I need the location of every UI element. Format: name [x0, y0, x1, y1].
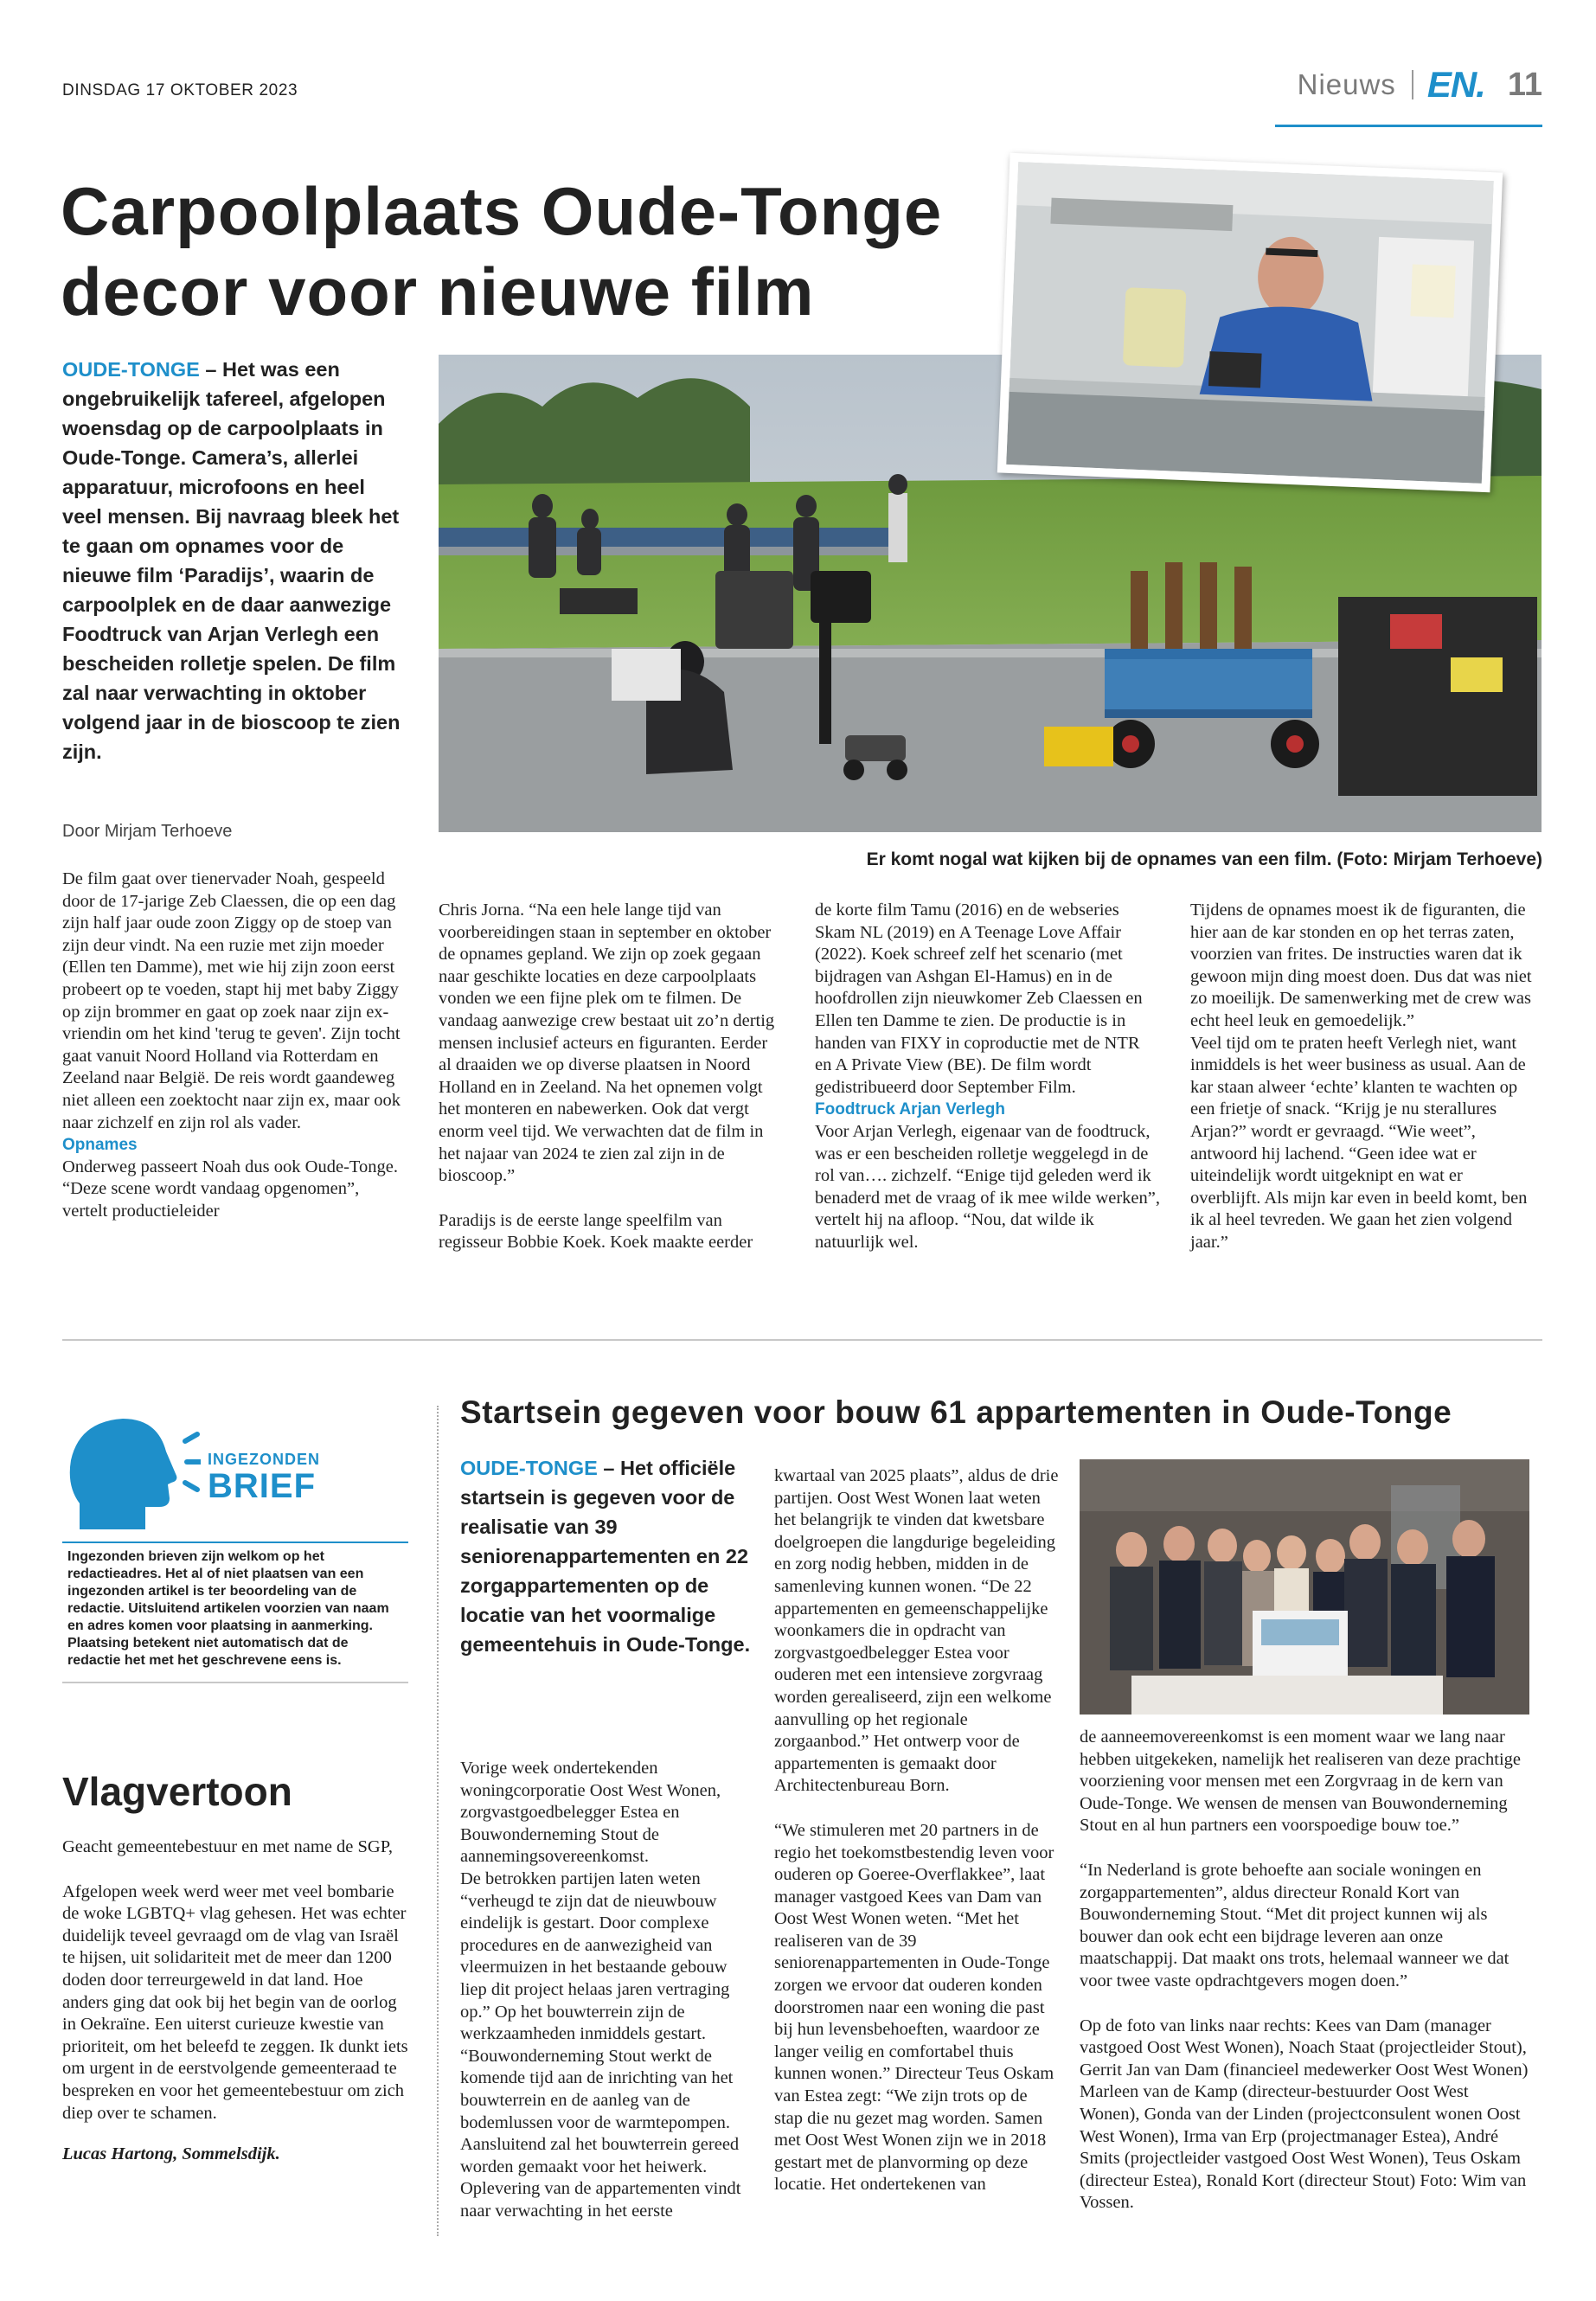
- masthead-right: [1298, 62, 1542, 107]
- letter-paragraph: Afgelopen week werd weer met veel bombarie de woke LGBTQ+ vlag gehesen. Het was echter duidelijk teveel gevraagd om de vlag van Israël te hijsen, uit solidariteit met de meer dan 1200 doden door terreurgeweld in dat land. Hoe anders ging dat ook bij het begin van de oorlog in Oekraïne. Een uiterst curieuze kwestie van prioriteit, om het beleefd te zeggen. Ik dunkt iets om urgent in de eerstvolgende gemeenteraad te bespreken en voor het gemeentebestuur om zich diep over te schamen.: [62, 1881, 408, 2123]
- headline-line-1: Carpoolplaats Oude-Tonge: [61, 173, 943, 249]
- letter-title: Vlagvertoon: [62, 1769, 292, 1814]
- letters-label-big: BRIEF: [208, 1467, 316, 1505]
- article2-dateline: OUDE-TONGE: [460, 1457, 598, 1479]
- film-photo-caption: Er komt nogal wat kijken bij de opnames van een film. (Foto: Mirjam Terhoeve): [866, 849, 1542, 869]
- section-label: Nieuws: [1297, 68, 1396, 100]
- article2-col3-paragraph-2: “In Nederland is grote behoefte aan sociale woningen en zorgappartementen”, aldus directeur Ronald Kort van Bouwonderneming Stout. “Met dit project kunnen wij als bouwer dan ook echt een bijdrage leveren aan onze maatschappij. Dat maakt ons trots, helemaal wanneer we dat voor twee vaste opdrachtgevers mogen doen.”: [1080, 1860, 1509, 1990]
- article1-col1-paragraph-2: Onderweg passeert Noah dus ook Oude-Tonge. “Deze scene wordt vandaag opgenomen”, vertelt productieleider: [62, 1157, 398, 1221]
- article1-col2-paragraph-1: Chris Jorna. “Na een hele lange tijd van voorbereidingen staan in september en oktober de opnames gepland. We zijn op zoek gegaan naar geschikte locaties en deze carpoolplaats vonden we een fijne plek om te filmen. De vandaag aanwezige crew bestaat uit zo’n dertig mensen inclusief acteurs en figuranten. Eerder al draaiden we op diverse plaatsen in Noord Holland en in Zeeland. Na het opnemen volgt het monteren en nabewerken. Ook dat vergt enorm veel tijd. We verwachten dat de film in het najaar van 2024 te zien zal zijn in de bioscoop.”: [439, 901, 775, 1186]
- letter-signature: Lucas Hartong, Sommelsdijk.: [62, 2144, 280, 2164]
- article2-col1-paragraph-1: Vorige week ondertekenden woningcorporatie Oost West Wonen, zorgvastgoedbelegger Estea en Bouwonderneming Stout de aannemingsovereenkomst.: [460, 1759, 721, 1867]
- letter-salutation: Geacht gemeentebestuur en met name de SGP,: [62, 1837, 393, 1856]
- newspaper-logo: EN.: [1426, 64, 1485, 105]
- section-separator: [1412, 70, 1413, 99]
- article2-col1-paragraph-2: De betrokken partijen laten weten “verheugd te zijn dat de nieuwbouw eindelijk is gestart. Door complexe procedures en de aanwezigheid van vleermuizen in het bestaande gebouw liep dit project helaas jaren vertraging op.” Op het bouwterrein zijn de werkzaamheden inmiddels gestart. “Bouwonderneming Stout werkt de komende tijd aan de inrichting van het bouwterrein en de aanleg van de bodemlussen voor de warmtepompen. Aansluitend zal het bouwterrein gereed worden gemaakt voor het heiwerk. Oplevering van de appartementen vindt naar verwachting in het eerste: [460, 1868, 741, 2221]
- article2-lead-text: – Het officiële startsein is gegeven voor de realisatie van 39 seniorenappartementen en 22 zorgappartementen op de locatie van het voormalige gemeentehuis in Oude-Tonge.: [460, 1457, 751, 1656]
- article1-headline: [61, 171, 969, 332]
- article1-col2-paragraph-2: Paradijs is de eerste lange speelfilm van regisseur Bobbie Koek. Koek maakte eerder: [439, 1210, 753, 1253]
- article2-col3-paragraph-1: de aanneemovereenkomst is een moment waar we lang naar hebben uitgekeken, namelijk het realiseren van deze prachtige voorziening voor mensen met een Zorgvraag in de kern van Oude-Tonge. We wensen de mensen van Bouwonderneming Stout en al hun partners een voorspoedige bouw toe.”: [1080, 1727, 1521, 1836]
- column-divider: [437, 1406, 439, 2236]
- header-rule: [1275, 125, 1542, 127]
- article1-col3-paragraph-1: de korte film Tamu (2016) en de webseries Skam NL (2019) en A Teenage Love Affair (2022). Koek schreef zelf het scenario (met bijdragen van Ashgan El-Hamus) en in de hoofdrollen zijn nieuwkomer Zeb Claessen en Ellen ten Damme te zien. De productie is in handen van FIXY in coproductie met de NTR en A Private View (BE). De film wordt gedistribueerd door September Film.: [815, 901, 1143, 1097]
- article2-column-3: [1080, 1727, 1529, 2214]
- article1-col1-paragraph-1: De film gaat over tienervader Noah, gespeeld door de 17-jarige Zeb Claessen, die op een dag zijn half jaar oude zoon Ziggy op de stoep van zijn deur vindt. Na een ruzie met zijn moeder (Ellen ten Damme), met wie hij zijn zoon eerst probeert op te voeden, stapt hij met baby Ziggy op zijn brommer en gaat op zoek naar zijn ex-vriendin om het kind 'terug te geven'. Zijn tocht gaat vanuit Noord Holland via Rotterdam en Zeeland naar België. De reis wordt gaandeweg niet alleen een zoektocht naar zijn ex, maar ook naar zichzelf en zijn rol als vader.: [62, 869, 401, 1132]
- headline-line-2: decor voor nieuwe film: [61, 253, 815, 330]
- article1-subhead-opnames: Opnames: [62, 1136, 138, 1155]
- letters-label-small: INGEZONDEN: [208, 1451, 321, 1468]
- article2-lead: [460, 1453, 754, 1659]
- article1-lead: [62, 355, 408, 766]
- article1-dateline: OUDE-TONGE: [62, 358, 200, 381]
- letters-logo: [62, 1408, 408, 1538]
- article1-lead-text: – Het was een ongebruikelijk tafereel, afgelopen woensdag op de carpoolplaats in Oude-Tonge. Camera’s, allerlei apparatuur, microfoons en heel veel mensen. Bij navraag bleek het te gaan om opnames voor de nieuwe film ‘Paradijs’, waarin de carpoolplek en de daar aanwezige Foodtruck van Arjan Verlegh een bescheiden rolletje spelen. De film zal naar verwachting in oktober volgend jaar in de bioscoop te zien zijn.: [62, 358, 401, 763]
- letters-rule: [62, 1541, 408, 1543]
- article1-column-2: [439, 900, 785, 1254]
- article2-column-2: [774, 1465, 1060, 2196]
- letters-notice: Ingezonden brieven zijn welkom op het redactieadres. Het al of niet plaatsen van een ingezonden artikel is ter beoordeling van de redactie. Uitsluitend artikelen voorzien van naam en adres komen voor plaatsing in aanmerking. Plaatsing betekent niet automatisch dat de redactie het met het geschrevene eens is.: [67, 1549, 389, 1668]
- article1-column-1: [62, 868, 408, 1223]
- article1-column-4: [1190, 900, 1536, 1254]
- letters-bottom-rule: [62, 1682, 408, 1683]
- speaking-head-icon: [62, 1408, 201, 1538]
- article2-headline: Startsein gegeven voor bouw 61 appartementen in Oude-Tonge: [460, 1394, 1452, 1430]
- letter-body: [62, 1836, 408, 2166]
- issue-date: DINSDAG 17 OKTOBER 2023: [62, 81, 298, 99]
- signing-group-photo: [1080, 1459, 1529, 1715]
- article1-col3-paragraph-2: Voor Arjan Verlegh, eigenaar van de foodtruck, was er een bescheiden rolletje weggelegd in de rol van…. zichzelf. “Enige tijd geleden werd ik benaderd met de vraag of ik mee wilde werken”, vertelt hij na afloop. “Nou, dat wilde ik natuurlijk wel.: [815, 1121, 1160, 1252]
- article1-col4-paragraph-1: Tijdens de opnames moest ik de figuranten, die hier aan de kar stonden en op het terras zaten, voorzien van frites. De instructies waren dat ik gewoon mijn ding moest doen. Dus dat was niet zo moeilijk. De samenwerking met de crew was echt heel leuk en gemoedelijk.”: [1190, 901, 1532, 1030]
- article1-subhead-foodtruck: Foodtruck Arjan Verlegh: [815, 1100, 1005, 1119]
- article2-column-1: [460, 1758, 754, 2222]
- article1-col4-paragraph-2: Veel tijd om te praten heeft Verlegh niet, want inmiddels is het weer business as usual. Aan de kar staan alweer ‘echte’ klanten te wachten op een frietje of snack. “Krijg je nu sterallures Arjan?” wordt er gevraagd. “Wie weet”, antwoord hij lachend. “Geen idee wat er uiteindelijk wordt uitgeknipt en wat er overblijft. Als mijn kar even in beeld komt, ben ik al heel tevreden. We gaan het zien volgend jaar.”: [1190, 1033, 1528, 1252]
- article2-col2-paragraph-1: kwartaal van 2025 plaats”, aldus de drie partijen. Oost West Wonen laat weten het belangrijk te vinden dat kwetsbare doelgroepen die langdurige begeleiding en zorg nodig hebben, midden in de samenleving kunnen wonen. “De 22 appartementen en gemeenschappelijke woonkamers die in opdracht van zorgvastgoedbelegger Estea voor ouderen met een intensieve zorgvraag worden gerealiseerd, zijn een welkome aanvulling op het regionale zorgaanbod.” Het ontwerp voor de appartementen is gemaakt door Architectenbureau Born.: [774, 1466, 1059, 1796]
- article2-photo-caption: Op de foto van links naar rechts: Kees van Dam (manager vastgoed Oost West Wonen), Noach Staat (projectleider Stout), Gerrit Jan van Dam (financieel medewerker Oost West Wonen) Marleen van de Kamp (directeur-bestuurder Oost West Wonen), Gonda van der Linden (projectconsulent wonen Oost West Wonen), Irma van Erp (projectmanager Estea), André Smits (projectleider vastgoed Oost West Wonen), Teus Oskam (directeur Estea), Ronald Kort (directeur Stout) Foto: Wim van Vossen.: [1080, 2016, 1529, 2213]
- section-divider: [62, 1339, 1542, 1341]
- letters-box: [62, 1408, 408, 1683]
- article2-col2-paragraph-2: “We stimuleren met 20 partners in de regio het toekomstbestendig leven voor ouderen op Goeree-Overflakkee”, laat manager vastgoed Kees van Dam van Oost West Wonen weten. “Met het realiseren van de 39 seniorenappartementen in Oude-Tonge zorgen we ervoor dat ouderen konden doorstromen naar een woning die past bij hun levensbehoeften, waardoor ze langer veilig en comfortabel thuis kunnen wonen.” Directeur Teus Oskam van Estea zegt: “We zijn trots op de stap die nu gezet mag worden. Samen met Oost West Wonen zijn we in 2018 gestart met de planvorming op deze locatie. Het ondertekenen van: [774, 1820, 1054, 2195]
- page-number: 11: [1507, 66, 1542, 103]
- article1-byline: Door Mirjam Terhoeve: [62, 822, 233, 841]
- foodtruck-owner-photo: [997, 153, 1503, 493]
- article1-column-3: [815, 900, 1161, 1254]
